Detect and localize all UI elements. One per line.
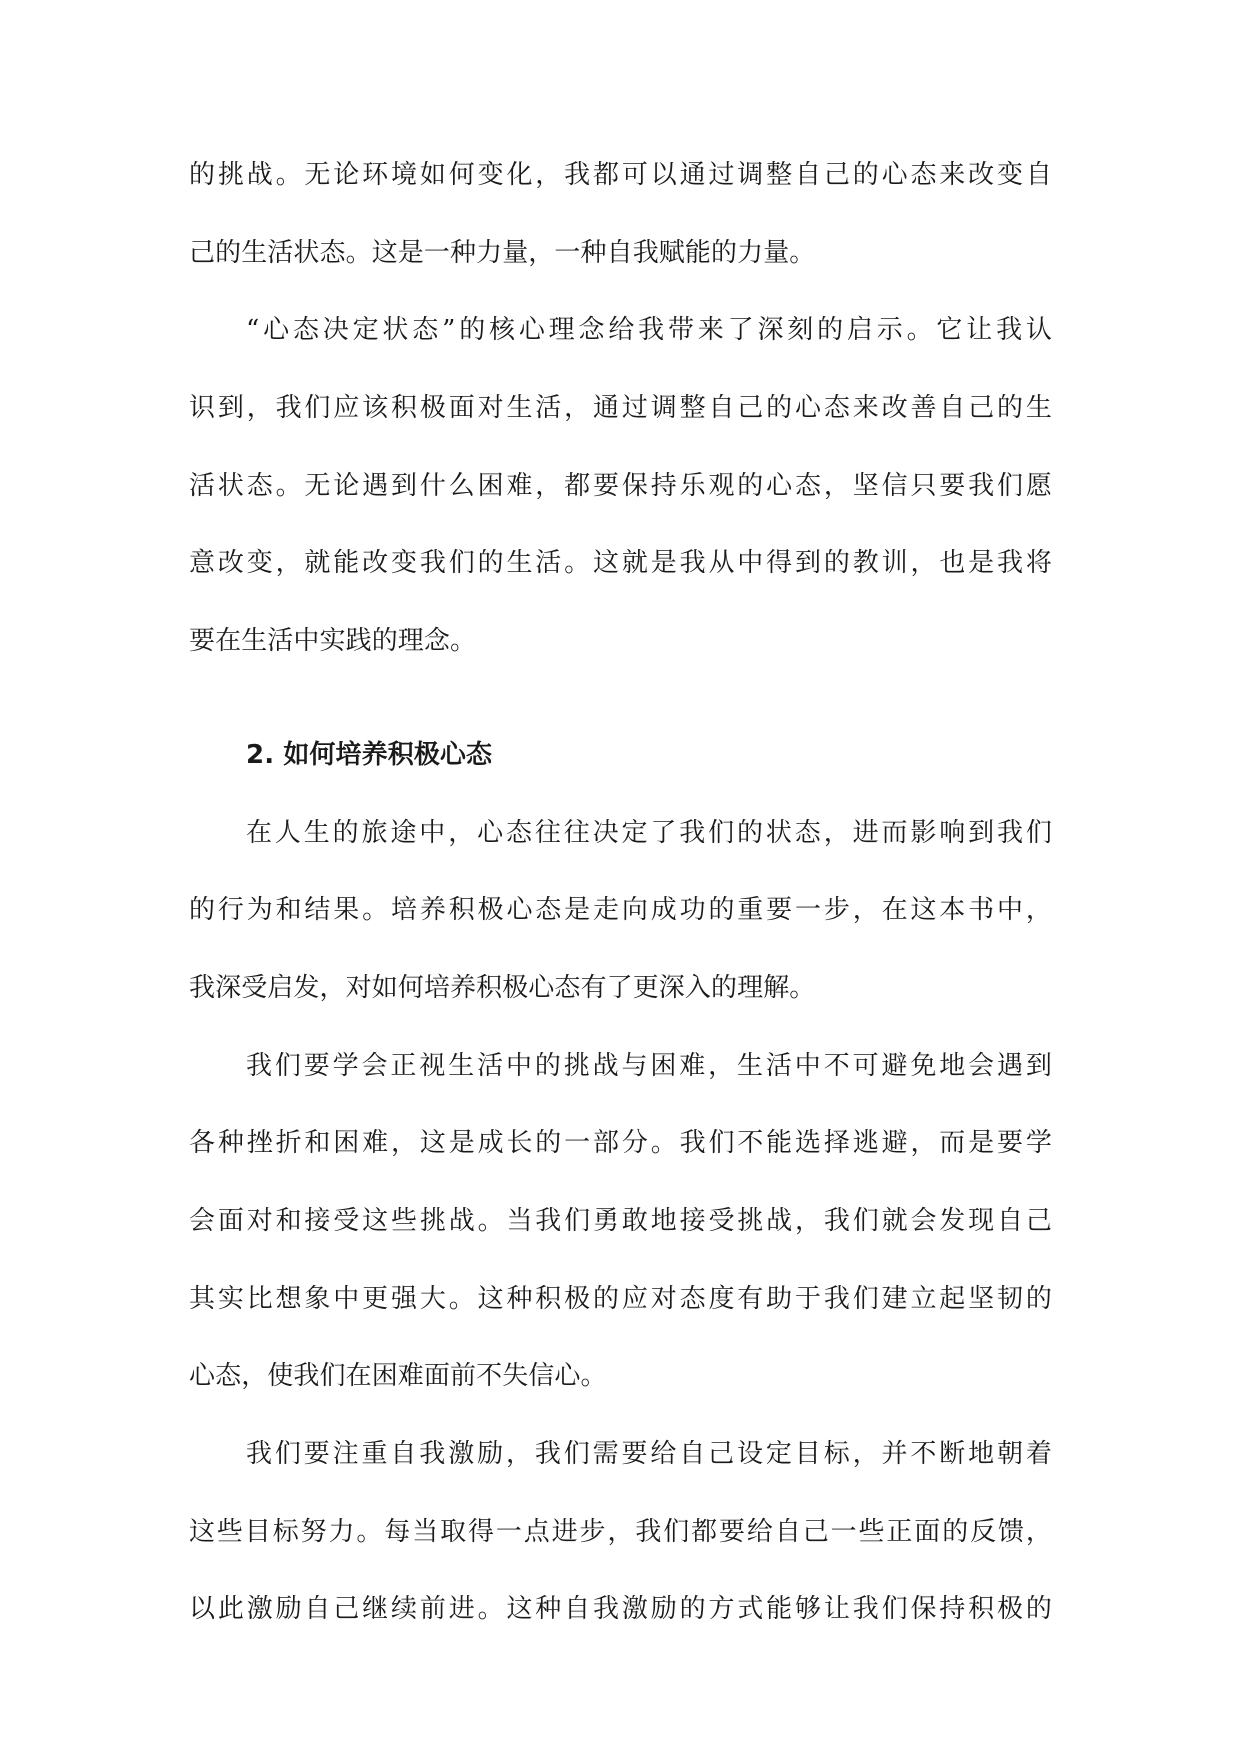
text-line: 我们要注重自我激励，我们需要给自己设定目标，并不断地朝着 (246, 1439, 1052, 1469)
text-line: 各种挫折和困难，这是成长的一部分。我们不能选择逃避，而是要学 (189, 1128, 1052, 1159)
text-line: 的行为和结果。培养积极心态是走向成功的重要一步，在这本书中， (189, 895, 1052, 926)
paragraph-conclusion (189, 292, 1052, 680)
text-line: 要在生活中实践的理念。 (189, 626, 477, 657)
text-line: 会面对和接受这些挑战。当我们勇敢地接受挑战，我们就会发现自己 (189, 1205, 1052, 1236)
paragraph (189, 795, 1052, 1028)
paragraph (189, 1028, 1052, 1416)
text-line: 我们要学会正视生活中的挑战与困难，生活中不可避免地会遇到 (246, 1050, 1052, 1081)
paragraph (189, 1416, 1052, 1649)
text-line: 意改变，就能改变我们的生活。这就是我从中得到的教训，也是我将 (189, 548, 1052, 579)
text-line: 识到，我们应该积极面对生活，通过调整自己的心态来改善自己的生 (189, 393, 1052, 424)
text-line: 活状态。无论遇到什么困难，都要保持乐观的心态，坚信只要我们愿 (189, 470, 1052, 501)
text-line: 我深受启发，对如何培养积极心态有了更深入的理解。 (189, 972, 816, 1003)
section-heading: 2. 如何培养积极心态 (246, 739, 493, 770)
section-spacer (189, 681, 1052, 711)
text-line: 心态，使我们在困难面前不失信心。 (189, 1361, 607, 1392)
text-line: “心态决定状态”的核心理念给我带来了深刻的启示。它让我认 (246, 315, 1052, 346)
page-content (189, 137, 1052, 1649)
text-line: 己的生活状态。这是一种力量，一种自我赋能的力量。 (189, 237, 816, 268)
text-line: 这些目标努力。每当取得一点进步，我们都要给自己一些正面的反馈， (189, 1516, 1052, 1547)
text-line: 以此激励自己继续前进。这种自我激励的方式能够让我们保持积极的 (189, 1594, 1052, 1625)
text-line: 的挑战。无论环境如何变化，我都可以通过调整自己的心态来改变自 (189, 160, 1052, 190)
text-line: 其实比想象中更强大。这种积极的应对态度有助于我们建立起坚韧的 (189, 1283, 1052, 1314)
paragraph-continuation (189, 137, 1052, 292)
text-line: 在人生的旅途中，心态往往决定了我们的状态，进而影响到我们 (246, 817, 1052, 848)
